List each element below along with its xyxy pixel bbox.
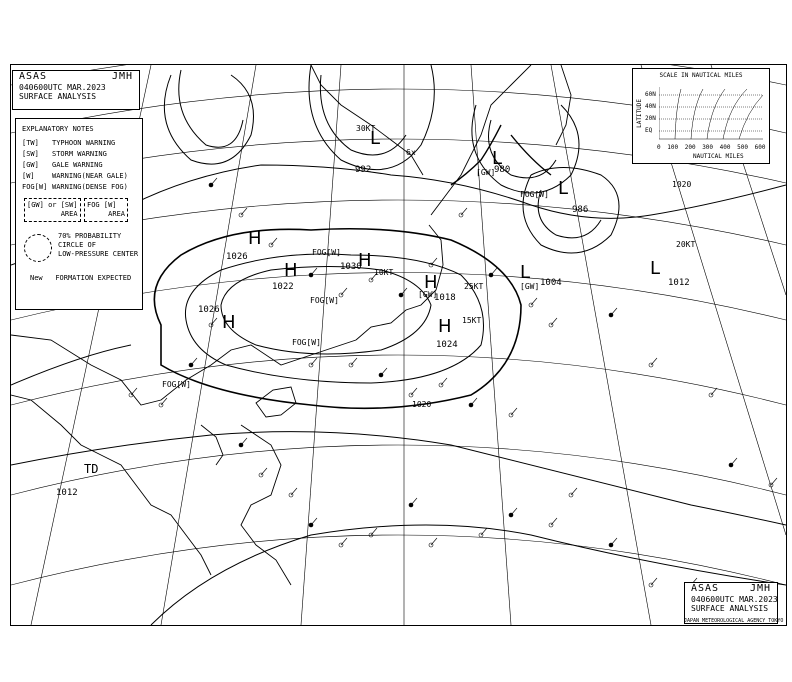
high-value: 1022	[272, 282, 294, 292]
high-value: 1026	[198, 305, 220, 315]
footer-type: SURFACE ANALYSIS	[691, 604, 769, 613]
wind-barb	[381, 368, 387, 375]
wind-barb	[271, 238, 277, 245]
wind-barb	[651, 578, 657, 585]
low-center: L	[520, 262, 531, 283]
wind-label: 25KT	[464, 282, 484, 291]
isobar-label: 1020	[672, 180, 692, 189]
wind-barb	[191, 358, 197, 365]
note-row: FOG[W] WARNING(DENSE FOG)	[22, 183, 128, 191]
wind-barb	[431, 538, 437, 545]
high-value: 1030	[340, 262, 362, 272]
new-formation-legend: New FORMATION EXPECTED	[30, 274, 132, 282]
probability-circle-icon	[24, 234, 52, 262]
scale-curves	[659, 87, 763, 143]
wind-barb	[241, 208, 247, 215]
wind-barb	[311, 518, 317, 525]
wind-barb	[461, 208, 467, 215]
wind-barb	[531, 298, 537, 305]
movement-label: 6x	[406, 148, 416, 157]
footer-office: JMH	[749, 583, 771, 594]
high-center: H	[284, 260, 298, 281]
wind-barb	[341, 288, 347, 295]
wind-barb	[711, 388, 717, 395]
header-office: JMH	[111, 71, 133, 82]
nautical-scale: SCALE IN NAUTICAL MILES LATITUDE 60N 40N 20N EQ 0 100 200 300 400 500 600 NAUTICAL MILES	[632, 68, 770, 164]
wind-barb	[211, 318, 217, 325]
high-center: H	[248, 228, 262, 249]
footer-agency: ASAS	[691, 583, 720, 594]
isobar-label: 1020	[412, 400, 432, 409]
wind-barb	[481, 528, 487, 535]
wind-barb	[471, 398, 477, 405]
fog-warning: FOG[W]	[310, 296, 339, 305]
wind-barb	[441, 378, 447, 385]
wind-label: 10KT	[374, 268, 394, 277]
wind-barb	[311, 358, 317, 365]
td-label: TD	[84, 462, 99, 476]
low-center: L	[650, 258, 661, 279]
wind-barb	[311, 268, 317, 275]
gale-warning: [GW]	[520, 282, 540, 291]
wind-label: 30KT	[356, 124, 376, 133]
footer-time: 040600UTC MAR.2023	[691, 595, 778, 604]
high-value: 1026	[226, 252, 248, 262]
header-time: 040600UTC MAR.2023	[19, 83, 106, 92]
low-value: 992	[355, 165, 372, 175]
fog-warning: FOG[W]	[520, 190, 549, 199]
wind-barb	[291, 488, 297, 495]
wind-barb	[771, 478, 777, 485]
wind-barb	[651, 358, 657, 365]
chart-header	[12, 70, 140, 110]
wind-barb	[211, 178, 217, 185]
fog-warning: FOG[W]	[312, 248, 341, 257]
wind-barb	[131, 388, 137, 395]
note-row: [TW] TYPHOON WARNING	[22, 139, 116, 147]
wind-barb	[611, 308, 617, 315]
note-row: [SW] STORM WARNING	[22, 150, 107, 158]
header-agency: ASAS	[19, 71, 48, 82]
high-center: H	[358, 250, 372, 271]
probability-circle-legend: 70% PROBABILITY CIRCLE OF LOW-PRESSURE CENTER	[16, 232, 142, 266]
notes-title: EXPLANATORY NOTES	[22, 125, 94, 133]
note-row: [GW] GALE WARNING	[22, 161, 103, 169]
header-type: SURFACE ANALYSIS	[19, 92, 97, 101]
high-value: 1018	[434, 293, 456, 303]
gale-warning: [GW]	[418, 290, 438, 299]
low-value: 1012	[668, 278, 690, 288]
wind-barb	[551, 318, 557, 325]
wind-barb	[411, 498, 417, 505]
note-row: [W] WARNING(NEAR GALE)	[22, 172, 128, 180]
wind-barb	[571, 488, 577, 495]
wind-barb	[241, 438, 247, 445]
wind-barb	[431, 258, 437, 265]
wind-label: 15KT	[462, 316, 482, 325]
high-center: H	[424, 272, 438, 293]
wind-barb	[491, 268, 497, 275]
wind-barb	[731, 458, 737, 465]
wind-barb	[511, 508, 517, 515]
td-value: 1012	[56, 488, 78, 498]
low-center: L	[558, 178, 569, 199]
fog-warning: FOG[W]	[162, 380, 191, 389]
wind-label: 20KT	[676, 240, 696, 249]
explanatory-notes	[15, 118, 143, 310]
wind-barb	[411, 388, 417, 395]
wind-barb	[611, 538, 617, 545]
low-center: L	[492, 148, 503, 169]
wind-barb	[341, 538, 347, 545]
low-value: 986	[572, 205, 589, 215]
area-legend: [GW] or [SW] AREA FOG [W] AREA	[16, 196, 142, 226]
wind-barb	[261, 468, 267, 475]
wind-barb	[551, 518, 557, 525]
low-center: L	[370, 128, 381, 149]
low-value: 980	[494, 165, 511, 175]
high-center: H	[222, 312, 236, 333]
agency-credit: JAPAN METEOROLOGICAL AGENCY TOKYO	[684, 618, 784, 624]
wind-barb	[371, 528, 377, 535]
high-value: 1024	[436, 340, 458, 350]
low-value: 1004	[540, 278, 562, 288]
wind-barb	[511, 408, 517, 415]
fog-warning: FOG[W]	[292, 338, 321, 347]
gale-warning: [GW]	[476, 168, 496, 177]
scale-xlabel: NAUTICAL MILES	[693, 153, 744, 160]
scale-ylabel: LATITUDE	[636, 99, 643, 128]
scale-title: SCALE IN NAUTICAL MILES	[659, 72, 743, 79]
high-center: H	[438, 316, 452, 337]
wind-barb	[351, 358, 357, 365]
